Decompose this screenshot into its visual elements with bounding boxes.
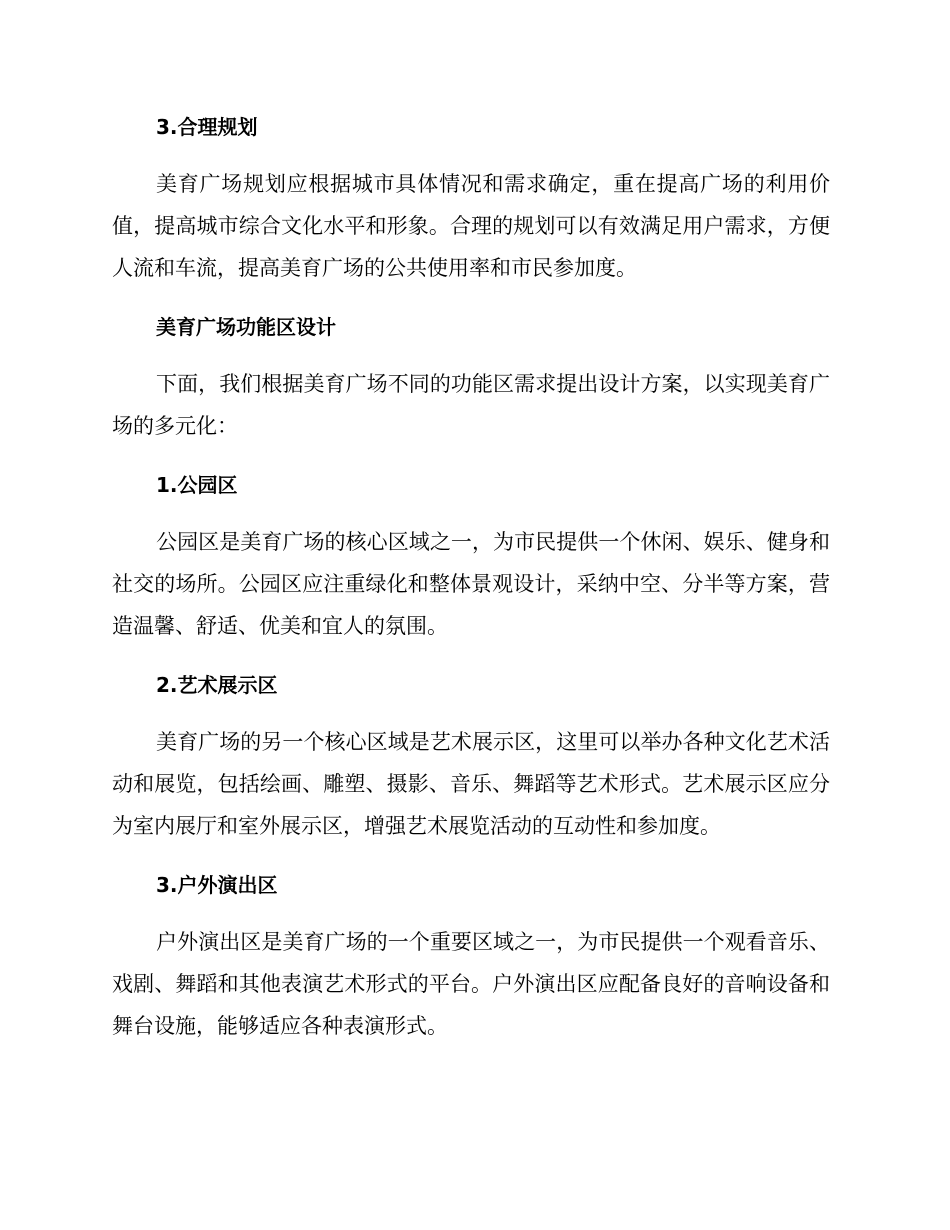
section-heading-art-zone: 2.艺术展示区 bbox=[156, 673, 278, 697]
section-heading-park-zone: 1.公园区 bbox=[156, 473, 238, 497]
paragraph-planning: 美育广场规划应根据城市具体情况和需求确定，重在提高广场的利用价值，提高城市综合文化水平和形象。合理的规划可以有效满足用户需求，方便人流和车流，提高美育广场的公共使用率和市民参加度。 bbox=[112, 172, 830, 280]
paragraph-park-zone: 公园区是美育广场的核心区域之一，为市民提供一个休闲、娱乐、健身和社交的场所。公园区应注重绿化和整体景观设计，采纳中空、分半等方案，营造温馨、舒适、优美和宜人的氛围。 bbox=[112, 530, 830, 638]
paragraph-performance-zone: 户外演出区是美育广场的一个重要区域之一，为市民提供一个观看音乐、戏剧、舞蹈和其他表演艺术形式的平台。户外演出区应配备良好的音响设备和舞台设施，能够适应各种表演形式。 bbox=[112, 930, 830, 1038]
paragraph-function-zones: 下面，我们根据美育广场不同的功能区需求提出设计方案，以实现美育广场的多元化： bbox=[112, 372, 830, 438]
section-heading-function-zones: 美育广场功能区设计 bbox=[156, 315, 336, 339]
paragraph-art-zone: 美育广场的另一个核心区域是艺术展示区，这里可以举办各种文化艺术活动和展览，包括绘画、雕塑、摄影、音乐、舞蹈等艺术形式。艺术展示区应分为室内展厅和室外展示区，增强艺术展览活动的互动性和参加度。 bbox=[112, 730, 830, 838]
section-heading-planning: 3.合理规划 bbox=[156, 115, 258, 139]
document-page bbox=[112, 112, 830, 1047]
section-heading-performance-zone: 3.户外演出区 bbox=[156, 873, 278, 897]
